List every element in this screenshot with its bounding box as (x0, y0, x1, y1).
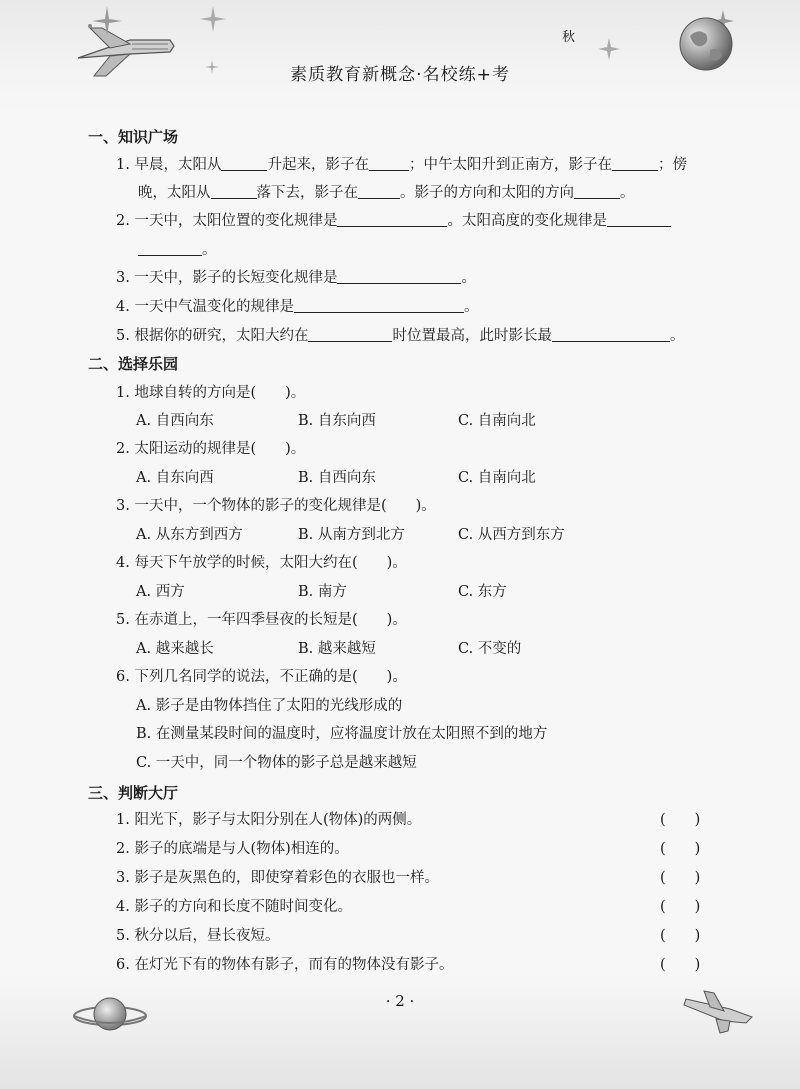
sparkle-icon (92, 6, 122, 36)
answer-blank[interactable] (211, 184, 257, 199)
option-a[interactable]: A. 自东向西 (136, 470, 214, 486)
judgment-item-6: 6. 在灯光下有的物体有影子，而有的物体没有影子。 (116, 957, 454, 973)
answer-blank[interactable] (294, 298, 464, 313)
section-title-knowledge: 一、知识广场 (88, 128, 179, 146)
page-title: 素质教育新概念·名校练+考 (290, 65, 510, 85)
answer-parentheses[interactable]: ( ) (660, 928, 701, 944)
answer-parentheses[interactable]: ( ) (660, 841, 701, 857)
option-a[interactable]: A. 自西向东 (136, 413, 214, 429)
answer-blank[interactable] (337, 269, 461, 284)
answer-blank[interactable] (574, 184, 620, 199)
answer-blank[interactable] (369, 156, 409, 171)
option-a[interactable]: A. 越来越长 (136, 641, 214, 657)
question-1-1-line1: 1. 早晨，太阳从 升起来，影子在 ；中午太阳升到正南方，影子在 ；傍 (116, 157, 687, 173)
answer-blank[interactable] (138, 241, 202, 256)
section-title-judgment: 三、判断大厅 (88, 784, 179, 802)
option-c[interactable]: C. 一天中，同一个物体的影子总是越来越短 (136, 755, 417, 771)
option-a[interactable]: A. 影子是由物体挡住了太阳的光线形成的 (136, 698, 403, 714)
answer-parentheses[interactable]: ( ) (660, 957, 701, 973)
question-1-4: 4. 一天中气温变化的规律是 。 (116, 299, 479, 315)
answer-parentheses[interactable]: ( ) (660, 899, 701, 915)
judgment-item-2: 2. 影子的底端是与人(物体)相连的。 (116, 841, 349, 857)
answer-blank[interactable] (337, 212, 447, 227)
question-1-1-line2: 晚，太阳从 落下去，影子在 。影子的方向和太阳的方向 。 (138, 185, 635, 201)
section-title-choice: 二、选择乐园 (88, 355, 179, 373)
option-b[interactable]: B. 从南方到北方 (298, 527, 405, 543)
option-b[interactable]: B. 在测量某段时间的温度时，应将温度计放在太阳照不到的地方 (136, 726, 548, 742)
option-c[interactable]: C. 东方 (458, 584, 507, 600)
sparkle-icon (200, 6, 226, 32)
page-number: · 2 · (385, 992, 415, 1010)
question-1-2-line2: 。 (138, 238, 217, 259)
question-1-3: 3. 一天中，影子的长短变化规律是 。 (116, 270, 476, 286)
question-2-4: 4. 每天下午放学的时候，太阳大约在( )。 (116, 555, 407, 571)
option-b[interactable]: B. 越来越短 (298, 641, 376, 657)
answer-blank[interactable] (612, 156, 658, 171)
question-2-2: 2. 太阳运动的规律是( )。 (116, 441, 306, 457)
question-1-5: 5. 根据你的研究，太阳大约在 时位置最高，此时影长最 。 (116, 328, 685, 344)
option-c[interactable]: C. 不变的 (458, 641, 522, 657)
question-2-6: 6. 下列几名同学的说法，不正确的是( )。 (116, 669, 407, 685)
option-c[interactable]: C. 自南向北 (458, 413, 536, 429)
answer-blank[interactable] (607, 212, 671, 227)
judgment-item-1: 1. 阳光下，影子与太阳分别在人(物体)的两侧。 (116, 812, 422, 828)
option-a[interactable]: A. 从东方到西方 (136, 527, 243, 543)
answer-blank[interactable] (358, 184, 400, 199)
option-b[interactable]: B. 南方 (298, 584, 347, 600)
judgment-item-3: 3. 影子是灰黑色的，即使穿着彩色的衣服也一样。 (116, 870, 439, 886)
question-1-2-line1: 2. 一天中，太阳位置的变化规律是 。太阳高度的变化规律是 (116, 209, 671, 230)
answer-parentheses[interactable]: ( ) (660, 812, 701, 828)
answer-blank[interactable] (221, 156, 267, 171)
answer-blank[interactable] (308, 327, 392, 342)
season-mark: 秋 (562, 30, 576, 45)
question-2-3: 3. 一天中，一个物体的影子的变化规律是( )。 (116, 498, 436, 514)
judgment-item-4: 4. 影子的方向和长度不随时间变化。 (116, 899, 352, 915)
question-2-1: 1. 地球自转的方向是( )。 (116, 385, 306, 401)
option-b[interactable]: B. 自东向西 (298, 413, 376, 429)
option-c[interactable]: C. 从西方到东方 (458, 527, 565, 543)
answer-parentheses[interactable]: ( ) (660, 870, 701, 886)
option-a[interactable]: A. 西方 (136, 584, 185, 600)
judgment-item-5: 5. 秋分以后，昼长夜短。 (116, 928, 280, 944)
option-b[interactable]: B. 自西向东 (298, 470, 376, 486)
question-2-5: 5. 在赤道上，一年四季昼夜的长短是( )。 (116, 612, 407, 628)
sparkle-icon (598, 38, 620, 60)
option-c[interactable]: C. 自南向北 (458, 470, 536, 486)
answer-blank[interactable] (552, 327, 670, 342)
